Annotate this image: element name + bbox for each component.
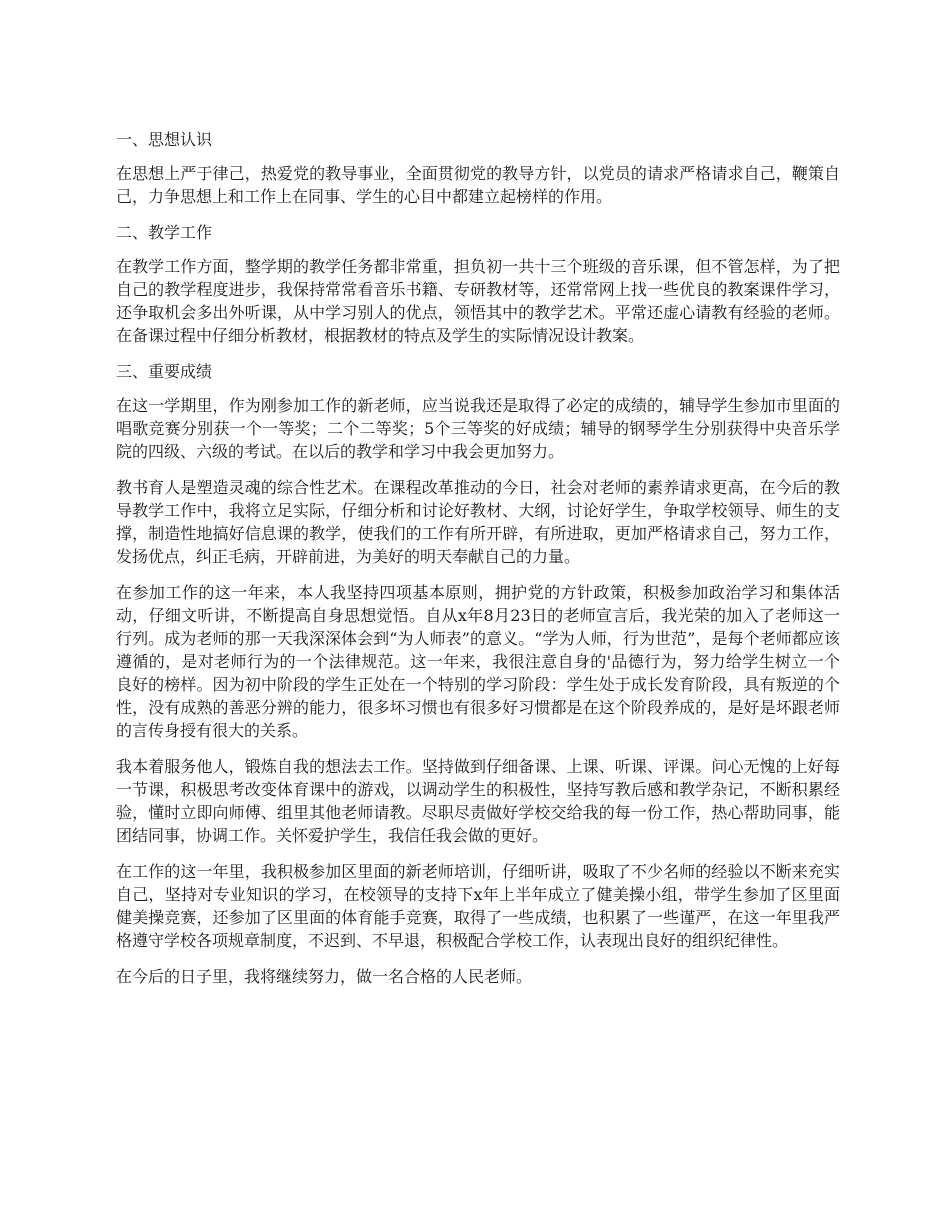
paragraph-service: 我本着服务他人，锻炼自我的想法去工作。坚持做到仔细备课、上课、听课、评课。问心无愧的上好每一节课，积极思考改变体育课中的游戏，以调动学生的积极性，坚持写教后感和教学杂记，不断积累经验，懂时立即向师傅、组里其他老师请教。尽职尽责做好学校交给我的每一份工作，热心帮助同事，能团结同事，协调工作。关怀爱护学生，我信任我会做的更好。 (116, 757, 840, 845)
paragraph-conclusion: 在今后的日子里，我将继续努力，做一名合格的人民老师。 (116, 967, 533, 986)
document-body (116, 128, 840, 1001)
section-heading-thought: 一、思想认识 (116, 130, 213, 149)
paragraph-education-art: 教书育人是塑造灵魂的综合性艺术。在课程改革推动的今日，社会对老师的素养请求更高，在今后的教导教学工作中，我将立足实际，仔细分析和讨论好教材、大纲，讨论好学生，争取学校领导、师生的支撑，制造性地搞好信息课的教学，使我们的工作有所开辟，有所进取，更加严格请求自己，努力工作，发扬优点，纠正毛病，开辟前进，为美好的明天奉献自己的力量。 (116, 478, 840, 566)
paragraph-training: 在工作的这一年里，我积极参加区里面的新老师培训，仔细听讲，吸取了不少名师的经验以不断来充实自己，坚持对专业知识的学习，在校领导的支持下x年上半年成立了健美操小组，带学生参加了区里面健美操竞赛，还参加了区里面的体育能手竞赛，取得了一些成绩，也积累了一些谨严，在这一年里我严格遵守学校各项规章制度，不迟到、不早退，积极配合学校工作，认表现出良好的组织纪律性。 (116, 862, 840, 950)
paragraph-achievements: 在这一学期里，作为刚参加工作的新老师，应当说我还是取得了必定的成绩的，辅导学生参加市里面的唱歌竞赛分别获一个一等奖；二个二等奖；5个三等奖的好成绩；辅导的钢琴学生分别获得中央音乐学院的四级、六级的考试。在以后的教学和学习中我会更加努力。 (116, 396, 840, 461)
section-heading-teaching: 二、教学工作 (116, 223, 213, 242)
paragraph-first-year: 在参加工作的这一年来，本人我坚持四项基本原则，拥护党的方针政策，积极参加政治学习和集体活动，仔细文听讲，不断提高自身思想觉悟。自从x年8月23日的老师宣言后，我光荣的加入了老师这一行列。成为老师的那一天我深深体会到“为人师表”的意义。“学为人师，行为世范”，是每个老师都应该遵循的，是对老师行为的一个法律规范。这一年来，我很注意自身的'品德行为，努力给学生树立一个良好的榜样。因为初中阶段的学生正处在一个特别的学习阶段：学生处于成长发育阶段，具有叛逆的个性，没有成熟的善恶分辨的能力，很多坏习惯也有很多好习惯都是在这个阶段养成的，是好是坏跟老师的言传身授有很大的关系。 (116, 583, 840, 740)
paragraph-teaching: 在教学工作方面，整学期的教学任务都非常重，担负初一共十三个班级的音乐课，但不管怎样，为了把自己的教学程度进步，我保持常常看音乐书籍、专研教材等，还常常网上找一些优良的教案课件学习，还争取机会多出外听课，从中学习别人的优点，领悟其中的教学艺术。平常还虚心请教有经验的老师。在备课过程中仔细分析教材，根据教材的特点及学生的实际情况设计教案。 (116, 257, 840, 345)
section-heading-achievements: 三、重要成绩 (116, 362, 213, 381)
paragraph-thought: 在思想上严于律己，热爱党的教导事业，全面贯彻党的教导方针，以党员的请求严格请求自己，鞭策自己，力争思想上和工作上在同事、学生的心目中都建立起榜样的作用。 (116, 164, 840, 206)
